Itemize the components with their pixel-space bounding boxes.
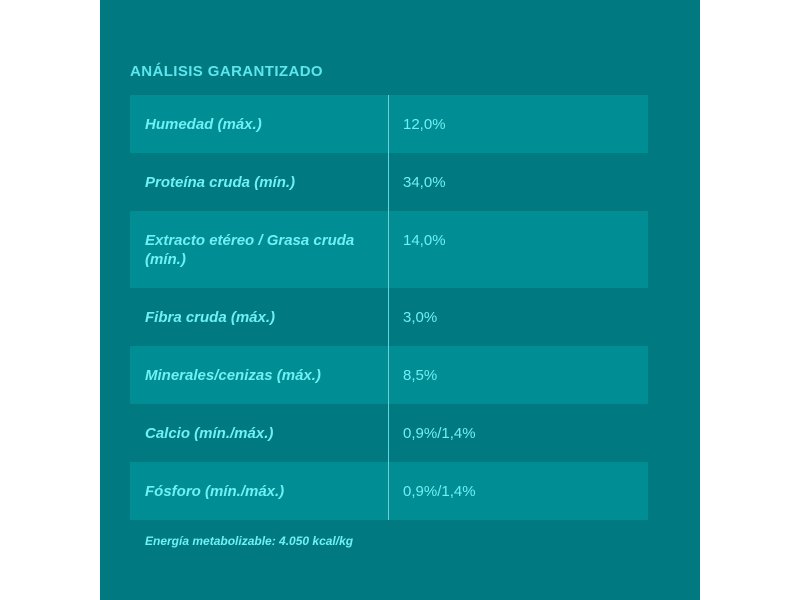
nutrient-value: 0,9%/1,4% bbox=[403, 483, 476, 500]
nutrient-label: Minerales/cenizas (máx.) bbox=[145, 367, 321, 384]
analysis-table bbox=[130, 95, 648, 520]
table-row bbox=[130, 346, 648, 404]
nutrient-label: Calcio (mín./máx.) bbox=[145, 425, 274, 442]
table-row bbox=[130, 153, 648, 211]
nutrient-label: Fósforo (mín./máx.) bbox=[145, 483, 285, 500]
nutrient-label: Proteína cruda (mín.) bbox=[145, 174, 296, 191]
column-divider bbox=[388, 95, 389, 520]
nutrient-label: Extracto etéreo / Grasa cruda (mín.) bbox=[145, 232, 355, 268]
nutrient-value: 3,0% bbox=[403, 309, 438, 326]
nutrient-value: 12,0% bbox=[403, 116, 446, 133]
table-row bbox=[130, 462, 648, 520]
nutrient-value: 0,9%/1,4% bbox=[403, 425, 476, 442]
analysis-panel bbox=[100, 0, 700, 600]
section-title: ANÁLISIS GARANTIZADO bbox=[130, 63, 323, 80]
energy-footnote: Energía metabolizable: 4.050 kcal/kg bbox=[145, 534, 354, 548]
table-row bbox=[130, 95, 648, 153]
nutrient-value: 14,0% bbox=[403, 232, 446, 249]
table-row bbox=[130, 211, 648, 288]
nutrient-value: 34,0% bbox=[403, 174, 446, 191]
table-row bbox=[130, 288, 648, 346]
table-row bbox=[130, 404, 648, 462]
nutrient-label: Fibra cruda (máx.) bbox=[145, 309, 276, 326]
nutrient-value: 8,5% bbox=[403, 367, 438, 384]
nutrient-label: Humedad (máx.) bbox=[145, 116, 262, 133]
